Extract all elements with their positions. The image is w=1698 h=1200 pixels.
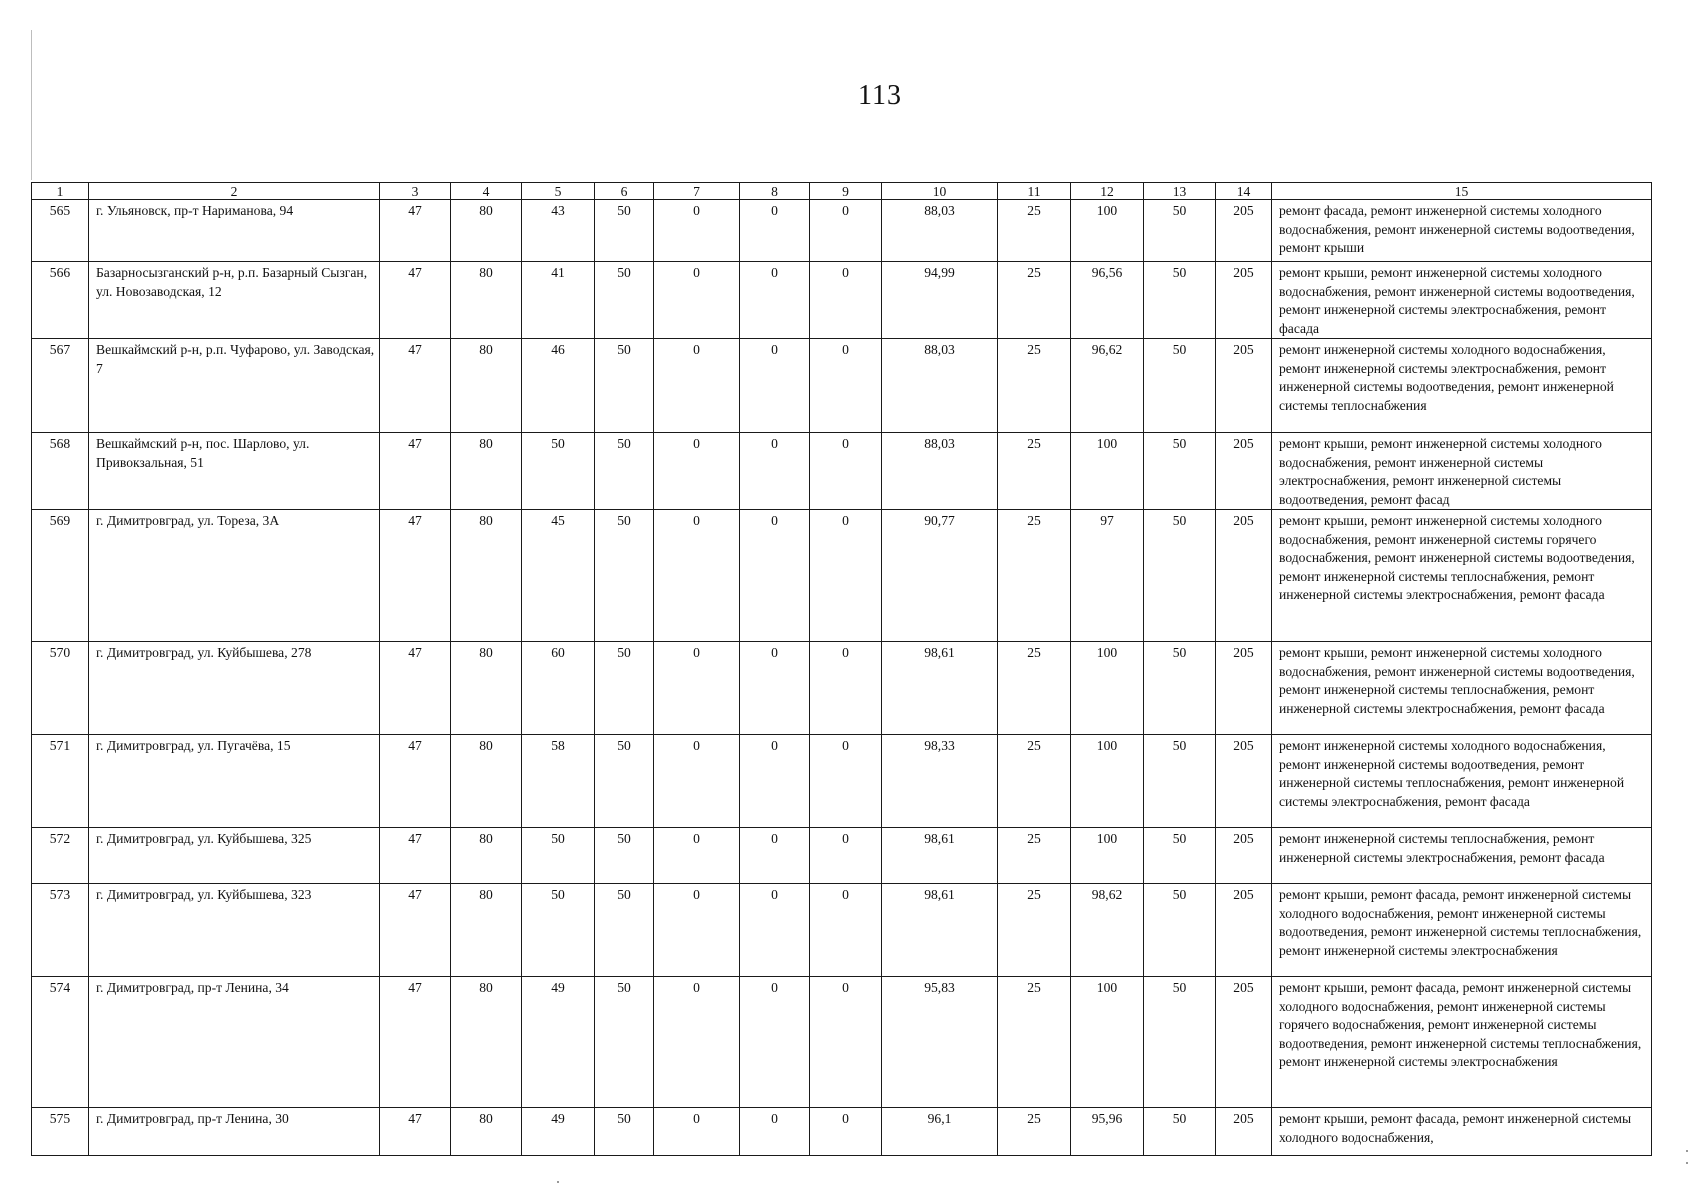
cell-address: г. Димитровград, ул. Тореза, 3А [89, 510, 380, 642]
cell-col-5: 45 [522, 510, 595, 642]
cell-col-7: 0 [654, 200, 740, 262]
registry-table [31, 182, 1652, 1156]
cell-col-3: 47 [380, 433, 451, 510]
cell-address: г. Димитровград, ул. Пугачёва, 15 [89, 735, 380, 828]
cell-col-12: 100 [1071, 828, 1144, 884]
cell-col-10: 98,33 [882, 735, 998, 828]
cell-col-3: 47 [380, 977, 451, 1108]
cell-col-3: 47 [380, 884, 451, 977]
cell-col-12: 100 [1071, 433, 1144, 510]
cell-row-number: 572 [32, 828, 89, 884]
cell-work-types: ремонт крыши, ремонт фасада, ремонт инженерной системы холодного водоснабжения, [1272, 1108, 1652, 1156]
cell-col-11: 25 [998, 433, 1071, 510]
cell-row-number: 571 [32, 735, 89, 828]
registry-body [32, 183, 1652, 1156]
cell-col-5: 50 [522, 433, 595, 510]
cell-col-14: 205 [1216, 200, 1272, 262]
cell-col-14: 205 [1216, 735, 1272, 828]
cell-col-5: 50 [522, 884, 595, 977]
cell-col-10: 98,61 [882, 884, 998, 977]
cell-col-12: 100 [1071, 735, 1144, 828]
cell-col-8: 0 [740, 828, 810, 884]
column-header-2: 2 [89, 183, 380, 200]
cell-col-11: 25 [998, 510, 1071, 642]
cell-col-10: 94,99 [882, 262, 998, 339]
cell-address: г. Димитровград, пр-т Ленина, 34 [89, 977, 380, 1108]
cell-col-9: 0 [810, 262, 882, 339]
cell-col-7: 0 [654, 1108, 740, 1156]
cell-col-5: 50 [522, 828, 595, 884]
cell-col-9: 0 [810, 828, 882, 884]
table-row [32, 735, 1652, 828]
cell-col-3: 47 [380, 642, 451, 735]
cell-address: г. Димитровград, ул. Куйбышева, 278 [89, 642, 380, 735]
cell-col-6: 50 [595, 735, 654, 828]
cell-work-types: ремонт крыши, ремонт инженерной системы холодного водоснабжения, ремонт инженерной системы водоотведения, ремонт инженерной системы теплоснабжения, ремонт инженерной системы электроснабжения, ремонт фасада [1272, 642, 1652, 735]
cell-col-11: 25 [998, 642, 1071, 735]
cell-col-11: 25 [998, 884, 1071, 977]
cell-col-4: 80 [451, 433, 522, 510]
cell-col-14: 205 [1216, 884, 1272, 977]
cell-row-number: 573 [32, 884, 89, 977]
cell-col-6: 50 [595, 262, 654, 339]
cell-col-6: 50 [595, 828, 654, 884]
cell-col-4: 80 [451, 735, 522, 828]
table-row [32, 977, 1652, 1108]
cell-col-6: 50 [595, 200, 654, 262]
cell-row-number: 575 [32, 1108, 89, 1156]
cell-col-5: 49 [522, 977, 595, 1108]
cell-col-14: 205 [1216, 510, 1272, 642]
cell-col-13: 50 [1144, 884, 1216, 977]
cell-col-13: 50 [1144, 828, 1216, 884]
cell-col-14: 205 [1216, 828, 1272, 884]
cell-col-10: 90,77 [882, 510, 998, 642]
cell-col-13: 50 [1144, 510, 1216, 642]
cell-address: Базарносызганский р-н, р.п. Базарный Сызган, ул. Новозаводская, 12 [89, 262, 380, 339]
cell-work-types: ремонт крыши, ремонт инженерной системы холодного водоснабжения, ремонт инженерной системы электроснабжения, ремонт инженерной системы водоотведения, ремонт фасад [1272, 433, 1652, 510]
cell-col-13: 50 [1144, 200, 1216, 262]
cell-col-11: 25 [998, 262, 1071, 339]
cell-col-5: 58 [522, 735, 595, 828]
cell-col-10: 88,03 [882, 339, 998, 433]
page-number: 113 [858, 80, 902, 111]
table-row [32, 262, 1652, 339]
cell-col-9: 0 [810, 339, 882, 433]
column-header-row [32, 183, 1652, 200]
cell-col-6: 50 [595, 977, 654, 1108]
column-header-9: 9 [810, 183, 882, 200]
column-header-6: 6 [595, 183, 654, 200]
scan-speck [1686, 1162, 1688, 1164]
cell-col-8: 0 [740, 884, 810, 977]
cell-address: г. Димитровград, ул. Куйбышева, 325 [89, 828, 380, 884]
table-row [32, 1108, 1652, 1156]
cell-col-10: 98,61 [882, 828, 998, 884]
table-row [32, 884, 1652, 977]
cell-col-13: 50 [1144, 642, 1216, 735]
cell-col-8: 0 [740, 339, 810, 433]
cell-col-7: 0 [654, 433, 740, 510]
cell-col-9: 0 [810, 1108, 882, 1156]
cell-col-7: 0 [654, 642, 740, 735]
cell-col-14: 205 [1216, 339, 1272, 433]
table-row [32, 828, 1652, 884]
cell-col-13: 50 [1144, 262, 1216, 339]
cell-row-number: 570 [32, 642, 89, 735]
cell-col-11: 25 [998, 1108, 1071, 1156]
cell-row-number: 565 [32, 200, 89, 262]
cell-col-8: 0 [740, 200, 810, 262]
cell-col-7: 0 [654, 977, 740, 1108]
cell-col-10: 98,61 [882, 642, 998, 735]
cell-row-number: 574 [32, 977, 89, 1108]
cell-col-3: 47 [380, 510, 451, 642]
cell-col-12: 95,96 [1071, 1108, 1144, 1156]
cell-col-7: 0 [654, 262, 740, 339]
cell-col-10: 88,03 [882, 433, 998, 510]
table-row [32, 433, 1652, 510]
cell-col-13: 50 [1144, 433, 1216, 510]
table-row [32, 339, 1652, 433]
column-header-12: 12 [1071, 183, 1144, 200]
cell-work-types: ремонт фасада, ремонт инженерной системы холодного водоснабжения, ремонт инженерной системы водоотведения, ремонт крыши [1272, 200, 1652, 262]
cell-work-types: ремонт инженерной системы теплоснабжения, ремонт инженерной системы электроснабжения, ремонт фасада [1272, 828, 1652, 884]
cell-col-10: 96,1 [882, 1108, 998, 1156]
scan-speck [1686, 1150, 1688, 1152]
cell-col-7: 0 [654, 884, 740, 977]
cell-col-13: 50 [1144, 735, 1216, 828]
cell-col-4: 80 [451, 510, 522, 642]
cell-col-11: 25 [998, 977, 1071, 1108]
cell-col-9: 0 [810, 433, 882, 510]
cell-col-8: 0 [740, 433, 810, 510]
cell-col-5: 43 [522, 200, 595, 262]
cell-col-7: 0 [654, 339, 740, 433]
scan-speck [557, 1181, 559, 1183]
cell-col-4: 80 [451, 1108, 522, 1156]
cell-col-5: 49 [522, 1108, 595, 1156]
cell-work-types: ремонт крыши, ремонт фасада, ремонт инженерной системы холодного водоснабжения, ремонт инженерной системы водоотведения, ремонт инженерной системы теплоснабжения, ремонт инженерной системы электроснабжения [1272, 884, 1652, 977]
cell-col-13: 50 [1144, 339, 1216, 433]
cell-col-7: 0 [654, 735, 740, 828]
column-header-15: 15 [1272, 183, 1652, 200]
cell-col-14: 205 [1216, 433, 1272, 510]
cell-col-14: 205 [1216, 262, 1272, 339]
cell-col-14: 205 [1216, 642, 1272, 735]
table-row [32, 642, 1652, 735]
cell-col-12: 98,62 [1071, 884, 1144, 977]
cell-col-3: 47 [380, 1108, 451, 1156]
column-header-3: 3 [380, 183, 451, 200]
column-header-1: 1 [32, 183, 89, 200]
cell-work-types: ремонт инженерной системы холодного водоснабжения, ремонт инженерной системы водоотведения, ремонт инженерной системы теплоснабжения, ремонт инженерной системы электроснабжения, ремонт фасада [1272, 735, 1652, 828]
column-header-10: 10 [882, 183, 998, 200]
cell-col-5: 41 [522, 262, 595, 339]
cell-col-6: 50 [595, 1108, 654, 1156]
cell-address: Вешкаймский р-н, пос. Шарлово, ул. Привокзальная, 51 [89, 433, 380, 510]
cell-col-9: 0 [810, 735, 882, 828]
cell-col-11: 25 [998, 200, 1071, 262]
cell-col-8: 0 [740, 262, 810, 339]
cell-col-9: 0 [810, 200, 882, 262]
cell-col-3: 47 [380, 262, 451, 339]
column-header-13: 13 [1144, 183, 1216, 200]
cell-col-6: 50 [595, 884, 654, 977]
cell-col-3: 47 [380, 200, 451, 262]
cell-col-4: 80 [451, 828, 522, 884]
cell-col-9: 0 [810, 510, 882, 642]
cell-col-11: 25 [998, 828, 1071, 884]
cell-col-8: 0 [740, 1108, 810, 1156]
cell-row-number: 566 [32, 262, 89, 339]
cell-col-11: 25 [998, 735, 1071, 828]
cell-col-8: 0 [740, 510, 810, 642]
cell-work-types: ремонт крыши, ремонт инженерной системы холодного водоснабжения, ремонт инженерной системы горячего водоснабжения, ремонт инженерной системы водоотведения, ремонт инженерной системы теплоснабжения, ремонт инженерной системы электроснабжения, ремонт фасада [1272, 510, 1652, 642]
cell-col-3: 47 [380, 339, 451, 433]
cell-col-14: 205 [1216, 1108, 1272, 1156]
cell-col-9: 0 [810, 884, 882, 977]
cell-work-types: ремонт крыши, ремонт инженерной системы холодного водоснабжения, ремонт инженерной системы водоотведения, ремонт инженерной системы электроснабжения, ремонт фасада [1272, 262, 1652, 339]
cell-col-9: 0 [810, 642, 882, 735]
cell-col-4: 80 [451, 642, 522, 735]
cell-col-12: 100 [1071, 642, 1144, 735]
cell-col-10: 95,83 [882, 977, 998, 1108]
cell-row-number: 567 [32, 339, 89, 433]
cell-row-number: 568 [32, 433, 89, 510]
cell-address: г. Димитровград, пр-т Ленина, 30 [89, 1108, 380, 1156]
cell-col-12: 100 [1071, 200, 1144, 262]
cell-col-8: 0 [740, 642, 810, 735]
cell-col-6: 50 [595, 433, 654, 510]
cell-row-number: 569 [32, 510, 89, 642]
cell-address: г. Димитровград, ул. Куйбышева, 323 [89, 884, 380, 977]
cell-col-8: 0 [740, 735, 810, 828]
column-header-5: 5 [522, 183, 595, 200]
cell-work-types: ремонт инженерной системы холодного водоснабжения, ремонт инженерной системы электроснабжения, ремонт инженерной системы водоотведения, ремонт инженерной системы теплоснабжения [1272, 339, 1652, 433]
cell-col-5: 46 [522, 339, 595, 433]
cell-col-12: 100 [1071, 977, 1144, 1108]
cell-col-9: 0 [810, 977, 882, 1108]
cell-col-4: 80 [451, 339, 522, 433]
column-header-11: 11 [998, 183, 1071, 200]
cell-col-6: 50 [595, 642, 654, 735]
cell-col-6: 50 [595, 510, 654, 642]
cell-col-7: 0 [654, 828, 740, 884]
cell-work-types: ремонт крыши, ремонт фасада, ремонт инженерной системы холодного водоснабжения, ремонт инженерной системы горячего водоснабжения, ремонт инженерной системы водоотведения, ремонт инженерной системы теплоснабжения, ремонт инженерной системы электроснабжения [1272, 977, 1652, 1108]
cell-col-11: 25 [998, 339, 1071, 433]
table-row [32, 200, 1652, 262]
cell-col-4: 80 [451, 200, 522, 262]
cell-col-14: 205 [1216, 977, 1272, 1108]
cell-col-4: 80 [451, 884, 522, 977]
cell-address: г. Ульяновск, пр-т Нариманова, 94 [89, 200, 380, 262]
cell-col-8: 0 [740, 977, 810, 1108]
column-header-14: 14 [1216, 183, 1272, 200]
cell-col-4: 80 [451, 977, 522, 1108]
column-header-4: 4 [451, 183, 522, 200]
cell-col-10: 88,03 [882, 200, 998, 262]
cell-col-12: 96,56 [1071, 262, 1144, 339]
cell-col-3: 47 [380, 828, 451, 884]
cell-address: Вешкаймский р-н, р.п. Чуфарово, ул. Заводская, 7 [89, 339, 380, 433]
cell-col-5: 60 [522, 642, 595, 735]
cell-col-7: 0 [654, 510, 740, 642]
cell-col-12: 97 [1071, 510, 1144, 642]
cell-col-13: 50 [1144, 1108, 1216, 1156]
cell-col-12: 96,62 [1071, 339, 1144, 433]
cell-col-4: 80 [451, 262, 522, 339]
cell-col-13: 50 [1144, 977, 1216, 1108]
column-header-7: 7 [654, 183, 740, 200]
cell-col-6: 50 [595, 339, 654, 433]
cell-col-3: 47 [380, 735, 451, 828]
table-row [32, 510, 1652, 642]
column-header-8: 8 [740, 183, 810, 200]
